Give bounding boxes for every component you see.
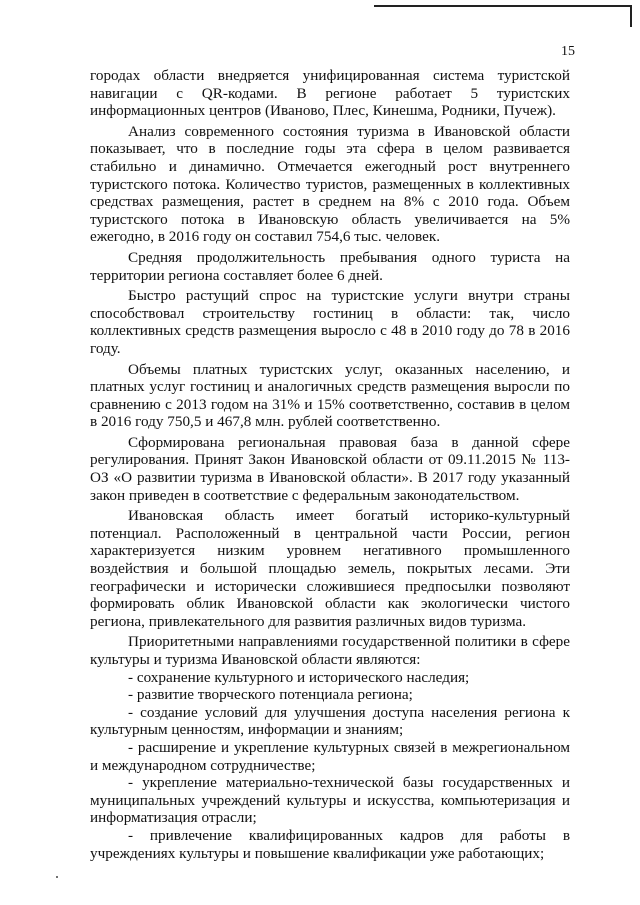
document-body [90,67,570,862]
list-item: - укрепление материально-технической базы государственных и муниципальных учреждений культуры и искусства, компьютеризация и информатизация отрасли; [90,774,570,827]
paragraph: Сформирована региональная правовая база в данной сфере регулирования. Принят Закон Ивановской области от 09.11.2015 № 113-ОЗ «О развитии туризма в Ивановской области». В 2017 году указанный закон приведен в соответствие с федеральным законодательством. [90,433,570,504]
list-item: - расширение и укрепление культурных связей в межрегиональном и международном сотрудничестве; [90,738,570,774]
page-number: 15 [561,44,575,59]
scan-edge-line-right [630,5,632,27]
paragraph: Ивановская область имеет богатый историко-культурный потенциал. Расположенный в центральной части России, регион характеризуется низким уровнем негативного промышленного воздействия и большой площадью земель, покрытых лесами. Эти географически и исторически сложившиеся предпосылки позволяют формировать облик Ивановской области как экологически чистого региона, привлекательного для развития различных видов туризма. [90,507,570,630]
scan-speck [56,876,58,878]
paragraph: Средняя продолжительность пребывания одного туриста на территории региона составляет более 6 дней. [90,248,570,284]
list-item: - развитие творческого потенциала региона; [128,686,413,704]
list-item: - сохранение культурного и исторического наследия; [128,668,470,686]
paragraph: Приоритетными направлениями государственной политики в сфере культуры и туризма Ивановской области являются: [90,633,570,668]
list-item: - создание условий для улучшения доступа населения региона к культурным ценностям, информации и знаниям; [90,703,570,739]
scan-edge-line-top [374,5,632,7]
paragraph: Объемы платных туристских услуг, оказанных населению, и платных услуг гостиниц и аналогичных средств размещения выросли по сравнению с 2013 годом на 31% и 15% соответственно, составив в целом в 2016 году 750,5 и 467,8 млн. рублей соответственно. [90,360,570,431]
paragraph: Быстро растущий спрос на туристские услуги внутри страны способствовал строительству гостиниц в области: так, число коллективных средств размещения выросло с 48 в 2010 году до 78 в 2016 году. [90,287,570,357]
list-item: - привлечение квалифицированных кадров для работы в учреждениях культуры и повышение квалификации уже работающих; [90,826,570,862]
paragraph: Анализ современного состояния туризма в Ивановской области показывает, что в последние годы эта сфера в целом развивается стабильно и динамично. Отмечается ежегодный рост внутреннего туристского потока. Количество туристов, размещенных в коллективных средствах размещения, растет в среднем на 8% с 2010 года. Объем туристского потока в Ивановскую область увеличивается на 5% ежегодно, в 2016 году он составил 754,6 тыс. человек. [90,122,570,246]
paragraph: городах области внедряется унифицированная система туристской навигации с QR-кодами. В регионе работает 5 туристских информационных центров (Иваново, Плес, Кинешма, Родники, Пучеж). [90,67,570,120]
